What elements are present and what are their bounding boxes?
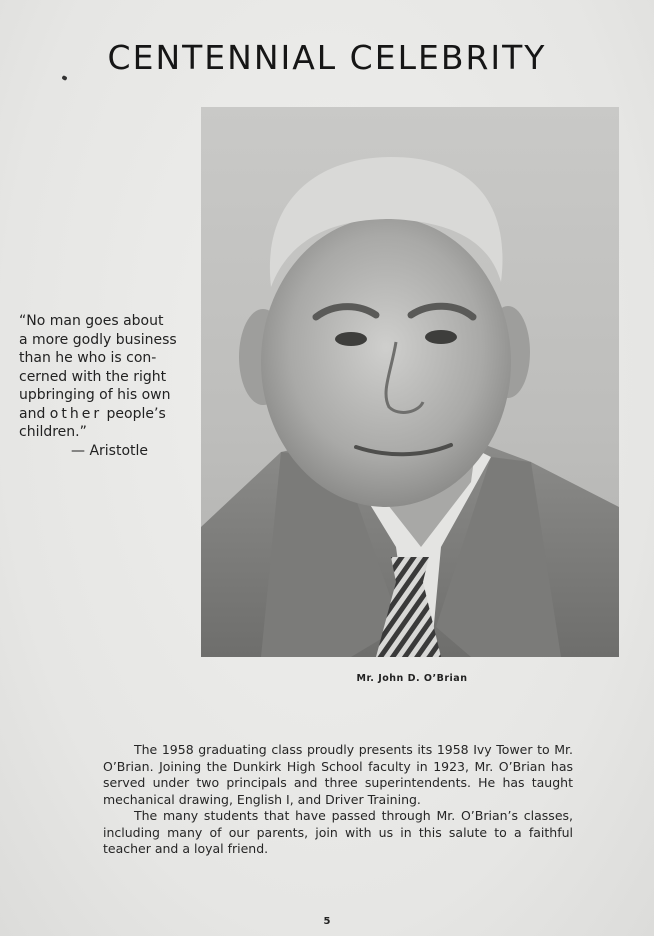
- portrait-photo: [201, 107, 619, 657]
- quote-line: than he who is con-: [19, 350, 157, 366]
- quote-line: [19, 405, 179, 424]
- quote-line: “No man goes about: [19, 313, 164, 329]
- paragraph: The many students that have passed through Mr. O’Brian’s classes, including many of our parents, join with us in this salute to a faithful teacher and a loyal friend.: [103, 808, 573, 856]
- quote-line: a more godly business: [19, 331, 177, 348]
- quote-attribution: — Aristotle: [71, 442, 149, 459]
- page-number: 5: [323, 916, 331, 927]
- quote-line: upbringing of his own: [19, 387, 171, 403]
- tribute-text: [103, 742, 573, 858]
- quote-fragment: people’s: [102, 405, 166, 422]
- paragraph: The 1958 graduating class proudly presents its 1958 Ivy Tower to Mr. O’Brian. Joining the Dunkirk High School faculty in 1923, Mr. O’Brian has served under two principals and three superintendents. He has taught mechanical drawing, English I, and Driver Training.: [103, 742, 573, 807]
- quote-line: cerned with the right: [19, 368, 167, 385]
- aristotle-quote: [19, 312, 179, 460]
- quote-line: children.”: [19, 424, 87, 440]
- quote-fragment-spaced: other: [49, 405, 103, 422]
- photo-caption: Mr. John D. O’Brian: [356, 673, 468, 684]
- page-title: CENTENNIAL CELEBRITY: [107, 38, 547, 77]
- portrait-illustration: [201, 107, 619, 657]
- quote-fragment: and: [19, 405, 50, 422]
